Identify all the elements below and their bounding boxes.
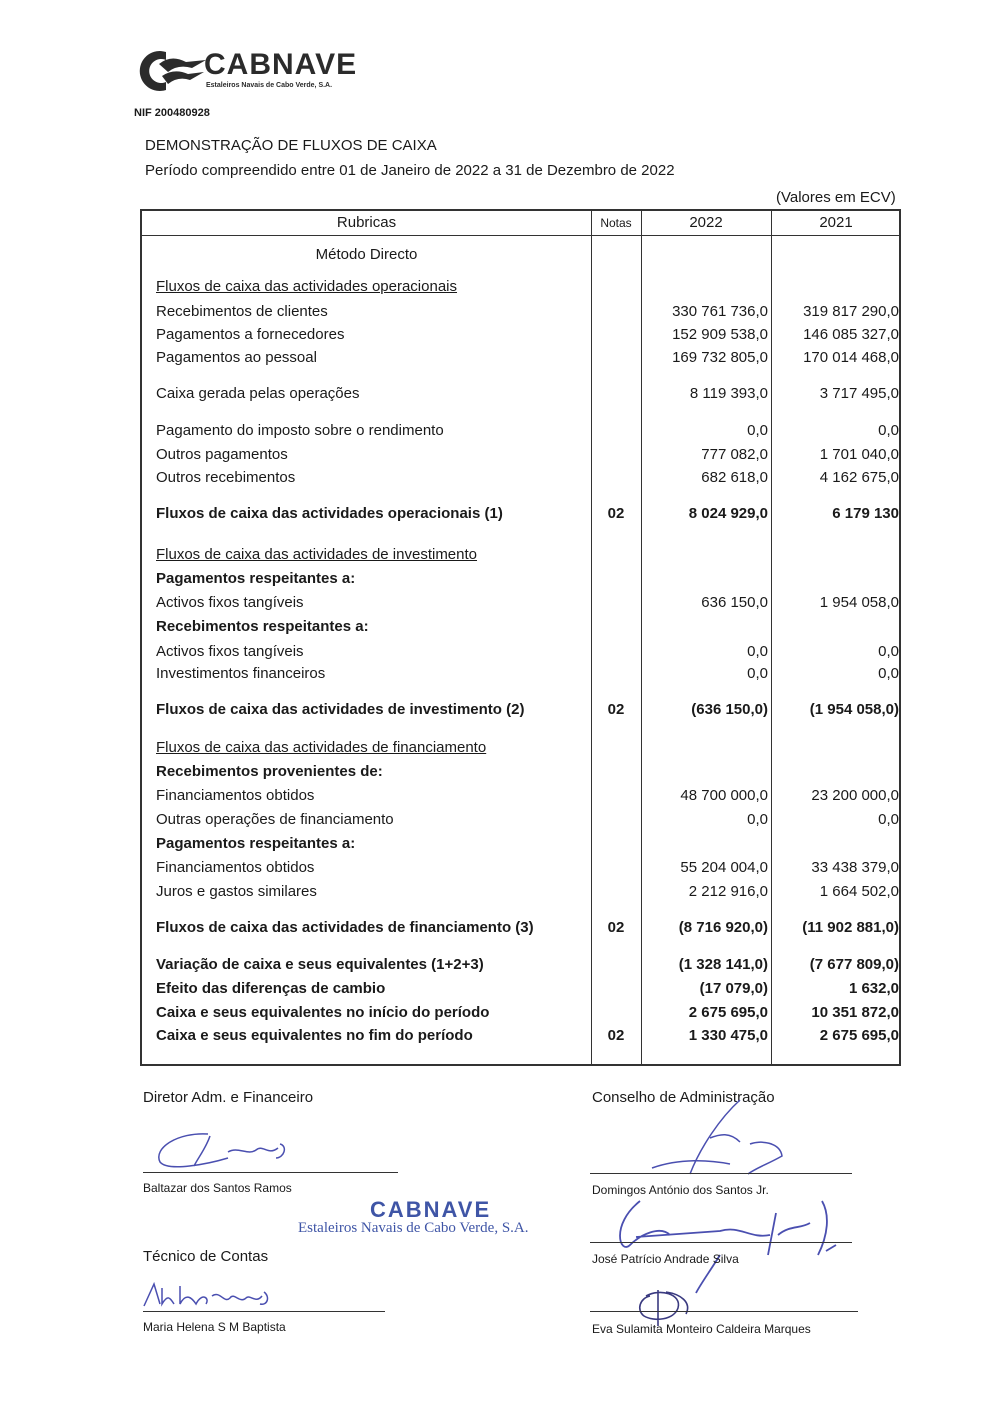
table-row [142,504,899,526]
table-row [142,325,899,347]
row-value-2021: 1 632,0 [848,980,899,997]
table-row [142,642,899,664]
row-value-2021: 0,0 [878,665,899,682]
row-value-2021: 3 717 495,0 [819,385,899,402]
row-nota: 02 [607,505,625,522]
table-row [142,738,899,760]
table-row [142,1003,899,1025]
units-note: (Valores em ECV) [776,189,896,206]
row-label: Outros pagamentos [156,446,288,463]
row-nota: 02 [607,701,625,718]
row-label: Recebimentos respeitantes a: [156,618,369,635]
row-label: Variação de caixa e seus equivalentes (1+2+3) [156,956,484,973]
row-label: Recebimentos provenientes de: [156,763,383,780]
row-label: Pagamentos a fornecedores [156,326,345,343]
role-board: Conselho de Administração [592,1089,775,1106]
row-value-2021: 33 438 379,0 [811,859,899,876]
row-value-2022: 636 150,0 [701,594,768,611]
row-value-2022: (8 716 920,0) [678,919,768,936]
table-row [142,918,899,940]
signature-line [590,1173,852,1174]
signature-line [590,1242,852,1243]
row-value-2022: 1 330 475,0 [688,1027,768,1044]
row-value-2021: 0,0 [878,811,899,828]
row-value-2021: 0,0 [878,422,899,439]
signature-line [590,1311,858,1312]
row-label: Pagamentos ao pessoal [156,349,317,366]
cabnave-logo-icon [126,46,206,96]
row-value-2021: 170 014 468,0 [803,349,899,366]
table-row [142,700,899,722]
cash-flow-table [140,209,901,1066]
role-financial-director: Diretor Adm. e Financeiro [143,1089,314,1106]
role-accountant: Técnico de Contas [143,1248,269,1265]
row-value-2021: 1 954 058,0 [819,594,899,611]
table-row [142,1026,899,1048]
table-row [142,955,899,977]
row-value-2021: 1 664 502,0 [819,883,899,900]
table-row [142,786,899,808]
row-value-2021: 4 162 675,0 [819,469,899,486]
name-financial-director: Baltazar dos Santos Ramos [143,1181,292,1195]
table-row [142,882,899,904]
stamp-subtitle: Estaleiros Navais de Cabo Verde, S.A. [298,1220,529,1236]
document-period: Período compreendido entre 01 de Janeiro de 2022 a 31 de Dezembro de 2022 [145,162,675,179]
table-row [142,445,899,467]
header-divider [142,235,899,236]
row-value-2022: 777 082,0 [701,446,768,463]
row-value-2021: 0,0 [878,643,899,660]
row-value-2021: (7 677 809,0) [809,956,899,973]
row-label: Outras operações de financiamento [156,811,394,828]
signature-silva-icon [600,1195,860,1295]
row-value-2021: 10 351 872,0 [811,1004,899,1021]
stamp-name: CABNAVE [370,1197,492,1222]
row-label: Método Directo [315,246,418,263]
row-value-2022: 330 761 736,0 [672,303,768,320]
row-value-2022: 0,0 [747,665,768,682]
row-label: Outros recebimentos [156,469,296,486]
logo-name: CABNAVE [204,48,358,81]
row-label: Activos fixos tangíveis [156,594,304,611]
row-nota: 02 [607,919,625,936]
row-value-2021: (11 902 881,0) [802,919,899,936]
signature-santos-icon [640,1098,790,1178]
table-row [142,834,899,856]
row-label: Caixa e seus equivalentes no fim do período [156,1027,473,1044]
row-value-2022: 0,0 [747,643,768,660]
row-value-2021: 2 675 695,0 [819,1027,899,1044]
row-value-2022: 0,0 [747,422,768,439]
table-row [142,245,899,267]
table-row [142,593,899,615]
table-row [142,348,899,370]
row-value-2022: 152 909 538,0 [672,326,768,343]
row-value-2022: 2 675 695,0 [688,1004,768,1021]
document-title: DEMONSTRAÇÃO DE FLUXOS DE CAIXA [145,137,437,154]
header-2021: 2021 [819,214,853,231]
table-row [142,762,899,784]
row-label: Fluxos de caixa das actividades operacionais (1) [156,505,503,522]
row-value-2022: 8 024 929,0 [688,505,768,522]
row-label: Pagamento do imposto sobre o rendimento [156,422,444,439]
name-board-member-3: Eva Sulamita Monteiro Caldeira Marques [592,1322,811,1336]
table-row [142,810,899,832]
name-accountant: Maria Helena S M Baptista [143,1320,286,1334]
row-label: Activos fixos tangíveis [156,643,304,660]
row-nota: 02 [607,1027,625,1044]
row-value-2022: 8 119 393,0 [689,385,768,402]
row-label: Fluxos de caixa das actividades de financiamento (3) [156,919,534,936]
row-value-2022: 2 212 916,0 [688,883,768,900]
row-label: Financiamentos obtidos [156,787,315,804]
row-value-2021: 6 179 130 [832,505,899,522]
row-label: Pagamentos respeitantes a: [156,835,356,852]
row-value-2021: 23 200 000,0 [811,787,899,804]
signature-ramos-icon [148,1128,298,1174]
company-logo [126,44,356,102]
nif-number: NIF 200480928 [134,107,210,119]
row-label: Investimentos financeiros [156,665,326,682]
row-value-2021: 1 701 040,0 [819,446,899,463]
header-notas: Notas [600,216,632,230]
row-label: Recebimentos de clientes [156,303,328,320]
row-label: Financiamentos obtidos [156,859,315,876]
table-row [142,617,899,639]
table-row [142,277,899,299]
table-row [142,421,899,443]
row-label: Fluxos de caixa das actividades de investimento [156,546,478,563]
logo-subtitle: Estaleiros Navais de Cabo Verde, S.A. [206,82,333,89]
row-value-2022: 48 700 000,0 [680,787,768,804]
row-value-2022: (17 079,0) [699,980,768,997]
table-row [142,569,899,591]
table-row [142,545,899,567]
signature-line [143,1172,398,1173]
table-row [142,384,899,406]
row-label: Efeito das diferenças de cambio [156,980,386,997]
name-board-member-2: José Patrício Andrade Silva [592,1252,739,1266]
row-value-2022: 55 204 004,0 [680,859,768,876]
table-row [142,979,899,1001]
table-row [142,664,899,686]
row-value-2021: (1 954 058,0) [809,701,899,718]
table-row [142,468,899,490]
row-value-2022: 169 732 805,0 [672,349,768,366]
row-value-2022: (1 328 141,0) [678,956,768,973]
name-board-member-1: Domingos António dos Santos Jr. [592,1183,769,1197]
row-label: Fluxos de caixa das actividades operacionais [156,278,458,295]
row-value-2022: (636 150,0) [691,701,768,718]
row-value-2022: 682 618,0 [701,469,768,486]
row-label: Fluxos de caixa das actividades de financiamento [156,739,487,756]
row-label: Caixa gerada pelas operações [156,385,360,402]
row-value-2021: 319 817 290,0 [803,303,899,320]
row-value-2022: 0,0 [747,811,768,828]
row-label: Juros e gastos similares [156,883,317,900]
header-2022: 2022 [689,214,723,231]
signature-baptista-icon [140,1278,280,1312]
header-rubricas: Rubricas [336,214,397,231]
row-label: Fluxos de caixa das actividades de investimento (2) [156,701,525,718]
row-value-2021: 146 085 327,0 [803,326,899,343]
signature-line [143,1311,385,1312]
row-label: Pagamentos respeitantes a: [156,570,356,587]
table-row [142,302,899,324]
table-row [142,858,899,880]
row-label: Caixa e seus equivalentes no início do período [156,1004,490,1021]
